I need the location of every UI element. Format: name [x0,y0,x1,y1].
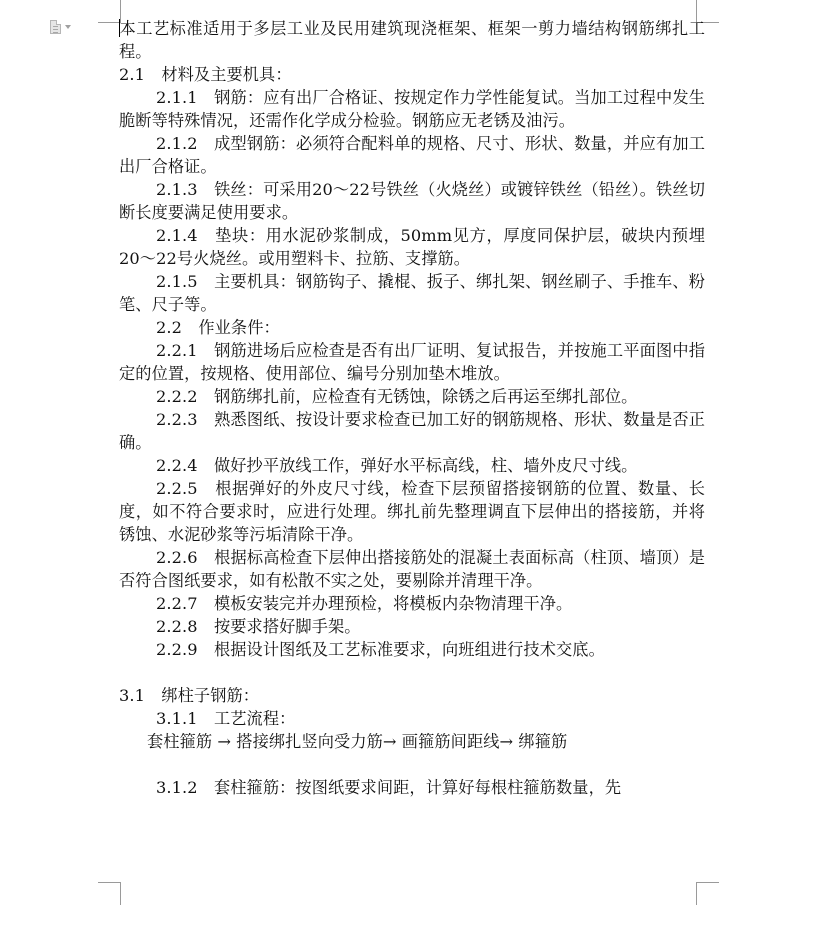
paragraph: 2.2.5 根据弹好的外皮尺寸线，检查下层预留搭接钢筋的位置、数量、长度，如不符合要求时，应进行处理。绑扎前先整理调直下层伸出的搭接筋，并将锈蚀、水泥砂浆等污垢清除干净。 [119,479,705,544]
section-heading: 2.1 材料及主要机具： [119,65,292,84]
page-corner-mark-bottom-left [98,882,121,905]
paragraph [119,17,705,63]
page-corner-mark-top-left [98,0,121,23]
paragraph: 3.1.2 套柱箍筋：按图纸要求间距，计算好每根柱箍筋数量，先 [156,778,622,797]
paragraph: 2.2.1 钢筋进场后应检查是否有出厂证明、复试报告，并按施工平面图中指定的位置，按规格、使用部位、编号分别加垫木堆放。 [119,341,705,383]
paragraph: 2.2.3 熟悉图纸、按设计要求检查已加工好的钢筋规格、形状、数量是否正确。 [119,410,705,452]
paragraph: 2.2.2 钢筋绑扎前，应检查有无锈蚀，除锈之后再运至绑扎部位。 [156,387,638,406]
section-heading: 2.2 作业条件： [156,318,280,337]
process-flow-line: 套柱箍筋 → 搭接绑扎竖向受力筋→ 画箍筋间距线→ 绑箍筋 [147,732,568,751]
paragraph: 2.1.4 垫块：用水泥砂浆制成，50mm见方，厚度同保护层，破块内预埋20～22号火烧丝。或用塑料卡、拉筋、支撑筋。 [119,226,705,268]
empty-line [119,753,705,776]
chevron-down-icon [65,25,71,29]
section-heading: 3.1 绑柱子钢筋： [119,686,260,705]
paragraph: 2.2.7 模板安装完并办理预检，将模板内杂物清理干净。 [156,594,573,613]
document-options-icon [50,20,61,34]
paragraph: 3.1.1 工艺流程： [156,709,296,728]
paragraph: 2.1.5 主要机具：钢筋钩子、撬棍、扳子、绑扎架、钢丝刷子、手推车、粉笔、尺子等。 [119,272,705,314]
paragraph: 2.2.6 根据标高检查下层伸出搭接筋处的混凝土表面标高（柱顶、墙顶）是否符合图纸要求，如有松散不实之处，要剔除并清理干净。 [119,548,705,590]
document-body[interactable] [119,17,705,799]
empty-line [119,661,705,684]
paragraph: 2.1.3 铁丝：可采用20～22号铁丝（火烧丝）或镀锌铁丝（铅丝）。铁丝切断长度要满足使用要求。 [119,180,705,222]
paragraph: 2.2.8 按要求搭好脚手架。 [156,617,361,636]
paragraph: 2.1.2 成型钢筋：必须符合配料单的规格、尺寸、形状、数量，并应有加工出厂合格证。 [119,134,705,176]
document-options-button[interactable] [50,19,80,35]
paragraph: 2.2.9 根据设计图纸及工艺标准要求，向班组进行技术交底。 [156,640,605,659]
page-corner-mark-bottom-right [696,882,719,905]
paragraph-text: 本工艺标准适用于多层工业及民用建筑现浇框架、框架一剪力墙结构钢筋绑扎工程。 [119,19,705,61]
paragraph: 2.2.4 做好抄平放线工作，弹好水平标高线，柱、墙外皮尺寸线。 [156,456,638,475]
paragraph: 2.1.1 钢筋：应有出厂合格证、按规定作力学性能复试。当加工过程中发生脆断等特殊情况，还需作化学成分检验。钢筋应无老锈及油污。 [119,88,705,130]
